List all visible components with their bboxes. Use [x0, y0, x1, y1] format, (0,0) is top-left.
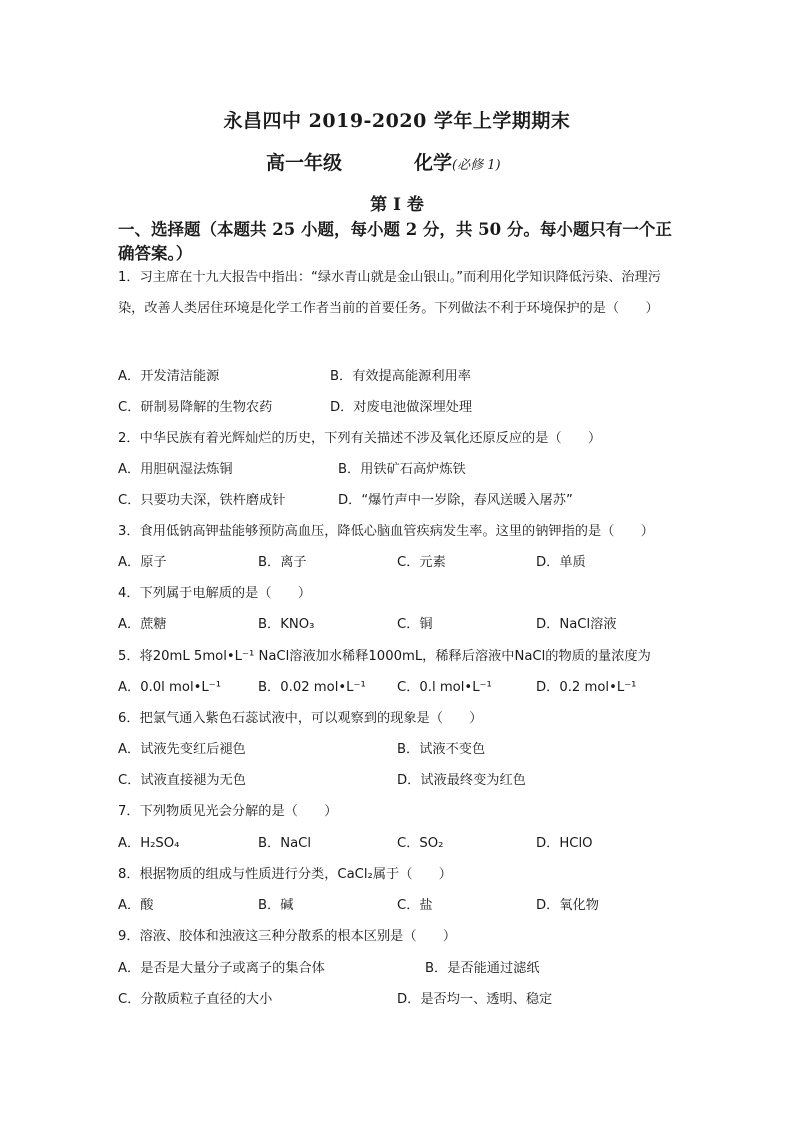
option-d: D．0.2 mol•L⁻¹: [536, 680, 637, 695]
option-d: D．对废电池做深埋处理: [330, 400, 473, 415]
option-d: D．HClO: [536, 836, 593, 851]
option-a: A．开发清洁能源: [118, 369, 220, 384]
question-stem: 2．中华民族有着光辉灿烂的历史，下列有关描述不涉及氧化还原反应的是（ ）: [118, 431, 602, 446]
option-a: A．蔗糖: [118, 617, 167, 632]
subject-note: (必修 1): [452, 158, 501, 173]
question-stem: 7．下列物质见光会分解的是（ ）: [118, 804, 338, 819]
option-b: B．碱: [258, 898, 294, 913]
option-d: D．NaCl溶液: [536, 617, 617, 632]
option-a: A．是否是大量分子或离子的集合体: [118, 961, 325, 976]
option-c: C．元素: [397, 555, 446, 570]
question-stem: 4．下列属于电解质的是（ ）: [118, 586, 312, 601]
section-heading: 一、选择题（本题共 25 小题，每小题 2 分，共 50 分。每小题只有一个正确答案。）: [118, 220, 672, 263]
option-c: C．只要功夫深，铁杵磨成针: [118, 493, 286, 508]
option-d: D．是否均一、透明、稳定: [397, 992, 553, 1007]
option-d: D．试液最终变为红色: [397, 773, 526, 788]
subject-name: 化学: [414, 152, 453, 174]
question-stem: 5．将20mL 5mol•L⁻¹ NaCl溶液加水稀释1000mL，稀释后溶液中NaCl的物质的量浓度为: [118, 649, 651, 664]
option-b: B．试液不变色: [397, 742, 486, 757]
exam-title: 永昌四中 2019-2020 学年上学期期末: [223, 110, 571, 132]
option-a: A．用胆矾湿法炼铜: [118, 462, 233, 477]
option-a: A．H₂SO₄: [118, 836, 180, 851]
grade-label: 高一年级: [266, 152, 343, 174]
option-c: C．研制易降解的生物农药: [118, 400, 273, 415]
subject-label: [414, 148, 501, 175]
option-c: C．分散质粒子直径的大小: [118, 992, 273, 1007]
option-b: B．离子: [258, 555, 307, 570]
question-stem: 6．把氯气通入紫色石蕊试液中，可以观察到的现象是（ ）: [118, 711, 483, 726]
option-a: A．试液先变红后褪色: [118, 742, 246, 757]
option-a: A．0.0l mol•L⁻¹: [118, 680, 221, 695]
question-stem: 8．根据物质的组成与性质进行分类，CaCl₂属于（ ）: [118, 867, 452, 882]
option-d: D．单质: [536, 555, 586, 570]
option-c: C．盐: [397, 898, 433, 913]
question-stem: 9．溶液、胶体和浊液这三种分散系的根本区别是（ ）: [118, 929, 457, 944]
option-c: C．0.l mol•L⁻¹: [397, 680, 492, 695]
question-stem: 3．食用低钠高钾盐能够预防高血压，降低心脑血管疾病发生率。这里的钠钾指的是（ ）: [118, 524, 654, 539]
volume-heading: 第 I 卷: [370, 195, 424, 215]
option-c: C．铜: [397, 617, 433, 632]
option-b: B．用铁矿石高炉炼铁: [338, 462, 466, 477]
option-c: C．试液直接褪为无色: [118, 773, 246, 788]
option-a: A．原子: [118, 555, 167, 570]
option-b: B．是否能通过滤纸: [425, 961, 540, 976]
option-c: C．SO₂: [397, 836, 444, 851]
question-stem: 1．习主席在十九大报告中指出：“绿水青山就是金山银山。”而利用化学知识降低污染、治理污染，改善人类居住环境是化学工作者当前的首要任务。下列做法不利于环境保护的是（ ）: [118, 270, 661, 316]
option-d: D．“爆竹声中一岁除，春风送暖入屠苏”: [338, 493, 573, 508]
option-b: B．KNO₃: [258, 617, 315, 632]
option-a: A．酸: [118, 898, 154, 913]
option-b: B．有效提高能源利用率: [330, 369, 471, 384]
option-b: B．NaCl: [258, 836, 312, 851]
option-b: B．0.02 mol•L⁻¹: [258, 680, 366, 695]
option-d: D．氧化物: [536, 898, 599, 913]
